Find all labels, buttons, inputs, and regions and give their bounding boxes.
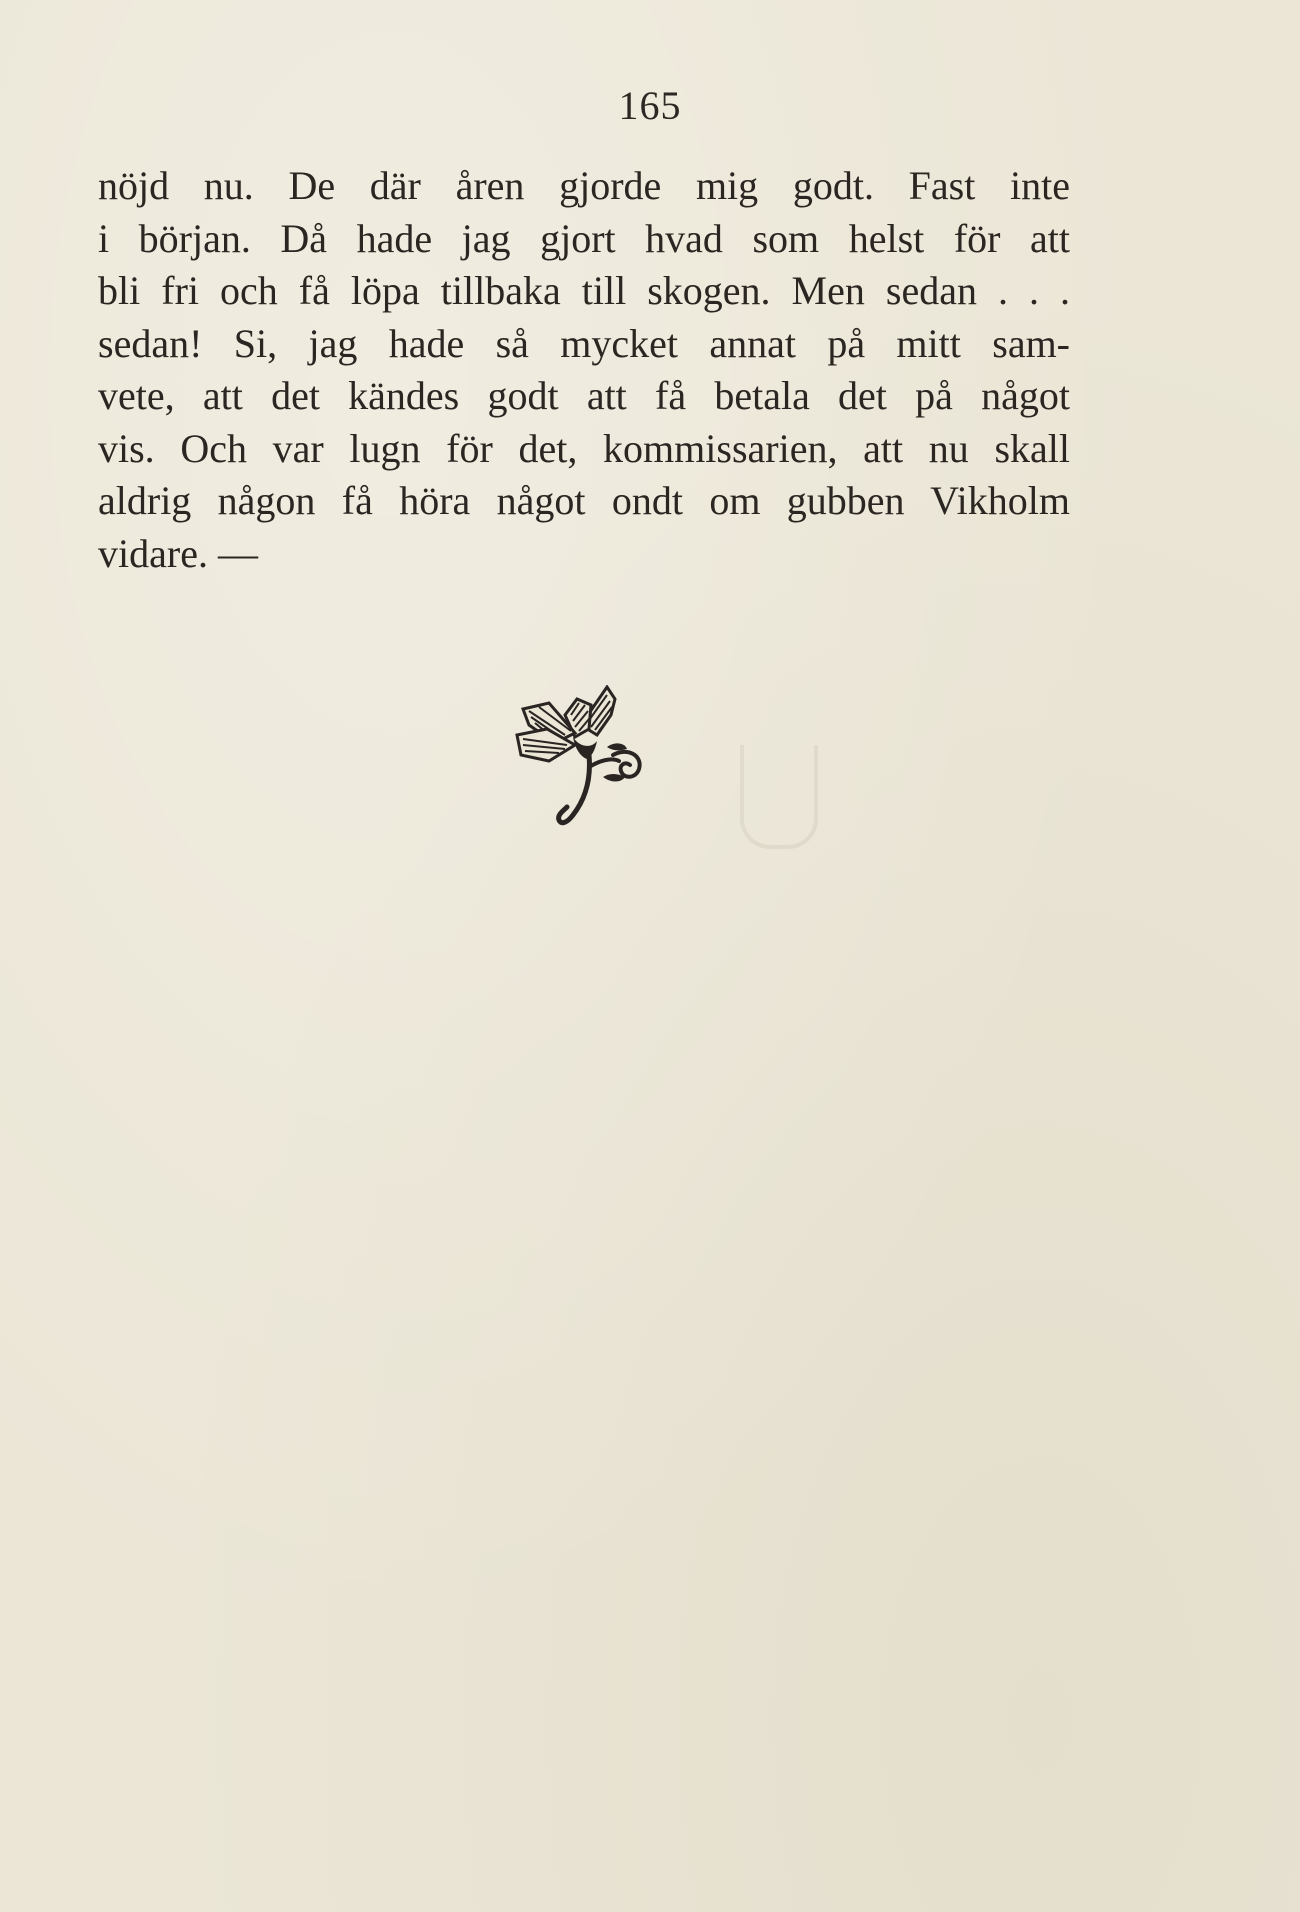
text-line: vis. Och var lugn för det, kommissarien, att nu skall — [98, 425, 1070, 471]
text-line: vete, att det kändes godt att få betala det på något — [98, 373, 1070, 418]
text-line: i början. Då hade jag gjort hvad som helst för att — [98, 215, 1070, 261]
text-line: vidare. — — [98, 530, 258, 576]
body-text — [98, 160, 1070, 580]
text-line: nöjd nu. De där åren gjorde mig godt. Fast inte — [98, 163, 1070, 208]
page-number: 165 — [618, 83, 682, 128]
text-line: aldrig någon få höra något ondt om gubben Vikholm — [98, 478, 1070, 523]
text-line: sedan! Si, jag hade så mycket annat på mitt sam- — [98, 320, 1070, 366]
floral-vignette-icon — [515, 685, 647, 835]
text-line: bli fri och få löpa tillbaka till skogen. Men sedan . . . — [98, 268, 1070, 313]
